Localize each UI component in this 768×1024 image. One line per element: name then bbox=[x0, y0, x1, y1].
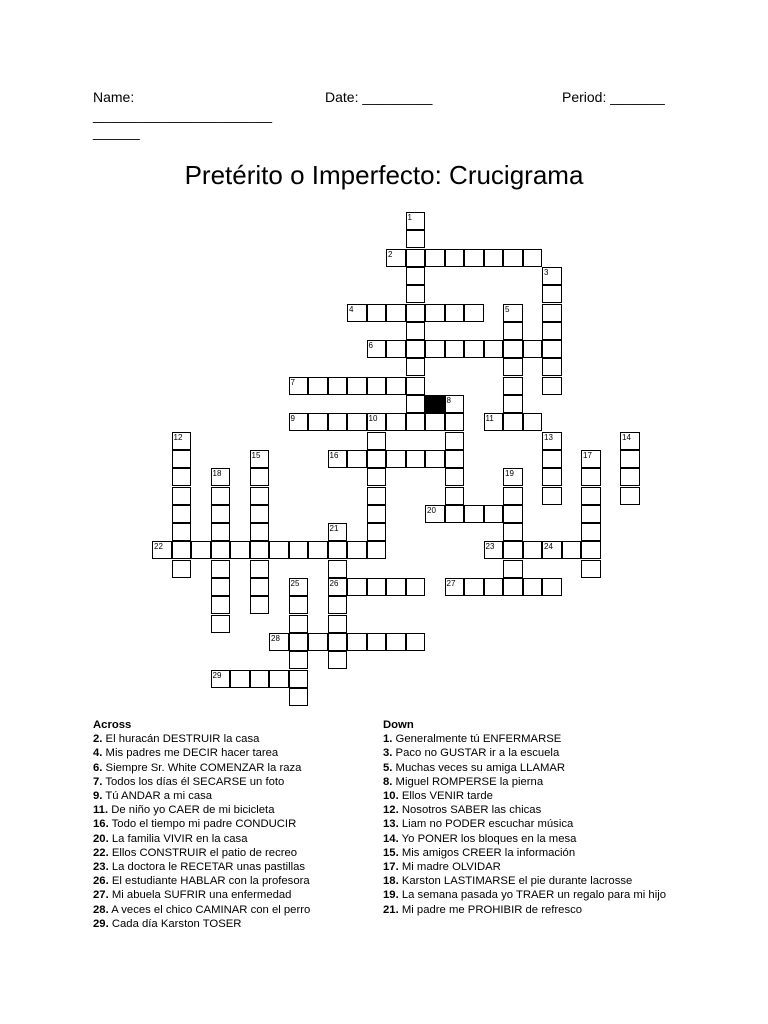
down-clue bbox=[383, 775, 683, 789]
clue-number-label: 5 bbox=[505, 304, 510, 314]
crossword-cell[interactable] bbox=[620, 450, 640, 468]
down-clue-number: 8. bbox=[383, 775, 393, 788]
across-clue-number: 4. bbox=[93, 747, 103, 760]
across-clue-number: 22. bbox=[93, 846, 109, 859]
crossword-cell[interactable] bbox=[386, 249, 406, 267]
across-clue-number: 23. bbox=[93, 861, 109, 874]
down-clue-text: Mi madre OLVIDAR bbox=[398, 861, 501, 874]
across-clue-text: Todo el tiempo mi padre CONDUCIR bbox=[108, 818, 297, 831]
crossword-cell[interactable] bbox=[464, 304, 484, 322]
crossword-cell[interactable] bbox=[386, 413, 406, 431]
across-clue bbox=[93, 917, 363, 931]
crossword-cell[interactable] bbox=[347, 541, 367, 559]
down-clue bbox=[383, 803, 683, 817]
across-clue-text: Mi abuela SUFRIR una enfermedad bbox=[108, 889, 292, 902]
crossword-cell[interactable] bbox=[211, 468, 231, 486]
crossword-cell[interactable] bbox=[328, 560, 348, 578]
down-clue bbox=[383, 817, 683, 831]
crossword-cell[interactable] bbox=[542, 377, 562, 395]
crossword-cell[interactable] bbox=[250, 505, 270, 523]
crossword-cell[interactable] bbox=[542, 578, 562, 596]
crossword-cell[interactable] bbox=[620, 468, 640, 486]
across-clue-number: 27. bbox=[93, 889, 109, 902]
clue-number-label: 24 bbox=[544, 542, 553, 552]
crossword-cell[interactable] bbox=[464, 505, 484, 523]
crossword-cell[interactable] bbox=[406, 322, 426, 340]
crossword-cell[interactable] bbox=[289, 578, 309, 596]
down-clue-text: Mi padre me PROHIBIR de refresco bbox=[398, 903, 583, 916]
crossword-cell[interactable] bbox=[211, 541, 231, 559]
crossword-cell[interactable] bbox=[445, 249, 465, 267]
crossword-cell[interactable] bbox=[328, 633, 348, 651]
crossword-cell[interactable] bbox=[386, 377, 406, 395]
crossword-cell[interactable] bbox=[230, 541, 250, 559]
crossword-cell[interactable] bbox=[308, 377, 328, 395]
crossword-cell[interactable] bbox=[484, 541, 504, 559]
crossword-cell[interactable] bbox=[289, 615, 309, 633]
crossword-cell[interactable] bbox=[269, 633, 289, 651]
clue-number-label: 13 bbox=[544, 432, 553, 442]
across-clue-text: El estudiante HABLAR con la profesora bbox=[108, 875, 310, 888]
across-clue-number: 29. bbox=[93, 917, 109, 930]
crossword-cell[interactable] bbox=[523, 578, 543, 596]
crossword-cell[interactable] bbox=[211, 596, 231, 614]
crossword-cell[interactable] bbox=[367, 487, 387, 505]
clue-number-label: 28 bbox=[271, 633, 280, 643]
clue-number-label: 4 bbox=[349, 304, 354, 314]
down-clue bbox=[383, 732, 683, 746]
crossword-cell[interactable] bbox=[406, 633, 426, 651]
page-title: Pretérito o Imperfecto: Crucigrama bbox=[184, 160, 584, 190]
down-clue-number: 1. bbox=[383, 733, 393, 746]
crossword-cell[interactable] bbox=[503, 413, 523, 431]
clue-number-label: 3 bbox=[544, 267, 549, 277]
across-clue bbox=[93, 732, 363, 746]
crossword-cell[interactable] bbox=[406, 578, 426, 596]
crossword-cell[interactable] bbox=[464, 249, 484, 267]
crossword-cell[interactable] bbox=[425, 505, 445, 523]
down-clue-number: 5. bbox=[383, 761, 393, 774]
crossword-cell[interactable] bbox=[386, 578, 406, 596]
across-clue-text: Todos los días él SECARSE un foto bbox=[102, 775, 285, 788]
clue-number-label: 6 bbox=[368, 341, 373, 351]
crossword-cell[interactable] bbox=[386, 304, 406, 322]
down-clue bbox=[383, 761, 683, 775]
crossword-cell[interactable] bbox=[542, 487, 562, 505]
clue-number-label: 22 bbox=[154, 542, 163, 552]
across-clue bbox=[93, 888, 363, 902]
crossword-cell[interactable] bbox=[445, 578, 465, 596]
crossword-cell[interactable] bbox=[172, 468, 192, 486]
down-clue-text: Nosotros SABER las chicas bbox=[398, 804, 542, 817]
down-clue-number: 19. bbox=[383, 889, 399, 902]
crossword-cell[interactable] bbox=[328, 541, 348, 559]
crossword-cell[interactable] bbox=[250, 523, 270, 541]
crossword-cell[interactable] bbox=[425, 413, 445, 431]
clue-number-label: 17 bbox=[583, 450, 592, 460]
clue-number-label: 12 bbox=[173, 432, 183, 442]
across-clue-text: Ellos CONSTRUIR el patio de recreo bbox=[108, 846, 298, 859]
crossword-cell[interactable] bbox=[250, 670, 270, 688]
crossword-cell[interactable] bbox=[328, 651, 348, 669]
crossword-cell[interactable] bbox=[172, 560, 192, 578]
clue-number-label: 20 bbox=[427, 505, 436, 515]
crossword-cell[interactable] bbox=[542, 450, 562, 468]
down-clue-text: Generalmente tú ENFERMARSE bbox=[392, 733, 562, 746]
crossword-cell[interactable] bbox=[328, 615, 348, 633]
crossword-cell[interactable] bbox=[425, 450, 445, 468]
crossword-cell[interactable] bbox=[347, 450, 367, 468]
crossword-cell[interactable] bbox=[211, 487, 231, 505]
crossword-cell[interactable] bbox=[425, 304, 445, 322]
down-clue bbox=[383, 874, 683, 888]
across-clue-number: 6. bbox=[93, 761, 103, 774]
crossword-cell[interactable] bbox=[406, 395, 426, 413]
crossword-cell[interactable] bbox=[503, 523, 523, 541]
clue-number-label: 23 bbox=[485, 542, 495, 552]
down-heading: Down bbox=[383, 719, 414, 731]
down-clue-text: Muchas veces su amiga LLAMAR bbox=[392, 761, 566, 774]
crossword-cell[interactable] bbox=[542, 432, 562, 450]
crossword-cell[interactable] bbox=[367, 377, 387, 395]
crossword-cell[interactable] bbox=[406, 377, 426, 395]
crossword-cell[interactable] bbox=[425, 249, 445, 267]
crossword-cell[interactable] bbox=[445, 432, 465, 450]
crossword-cell[interactable] bbox=[367, 304, 387, 322]
crossword-cell[interactable] bbox=[542, 468, 562, 486]
across-clue-text: La doctora le RECETAR unas pastillas bbox=[108, 861, 306, 874]
down-clue-number: 15. bbox=[383, 846, 399, 859]
crossword-cell[interactable] bbox=[406, 285, 426, 303]
crossword-cell[interactable] bbox=[542, 304, 562, 322]
crossword-cell[interactable] bbox=[289, 633, 309, 651]
down-clue bbox=[383, 789, 683, 803]
crossword-cell[interactable] bbox=[484, 413, 504, 431]
crossword-cell[interactable] bbox=[523, 249, 543, 267]
crossword-cell[interactable] bbox=[484, 249, 504, 267]
down-clue-number: 10. bbox=[383, 790, 399, 803]
crossword-cell[interactable] bbox=[503, 340, 523, 358]
crossword-cell[interactable] bbox=[367, 578, 387, 596]
crossword-cell[interactable] bbox=[347, 304, 367, 322]
across-clue-number: 11. bbox=[93, 804, 109, 817]
clue-number-label: 9 bbox=[290, 414, 295, 424]
crossword-cell[interactable] bbox=[211, 578, 231, 596]
across-clue-text: La familia VIVIR en la casa bbox=[108, 832, 248, 845]
crossword-cell[interactable] bbox=[406, 413, 426, 431]
crossword-cell[interactable] bbox=[445, 395, 465, 413]
crossword-cell[interactable] bbox=[406, 267, 426, 285]
crossword-cell[interactable] bbox=[172, 523, 192, 541]
down-clue-text: Miguel ROMPERSE la pierna bbox=[392, 775, 544, 788]
crossword-cell[interactable] bbox=[406, 358, 426, 376]
crossword-cell[interactable] bbox=[445, 505, 465, 523]
down-clue-number: 3. bbox=[383, 747, 393, 760]
across-clue-text: A veces el chico CAMINAR con el perro bbox=[108, 903, 311, 916]
crossword-cell[interactable] bbox=[542, 541, 562, 559]
crossword-cell[interactable] bbox=[386, 633, 406, 651]
crossword-cell[interactable] bbox=[503, 358, 523, 376]
clue-number-label: 2 bbox=[388, 249, 393, 259]
across-clue-text: Siempre Sr. White COMENZAR la raza bbox=[102, 761, 302, 774]
crossword-cell[interactable] bbox=[562, 541, 582, 559]
across-clue-number: 7. bbox=[93, 775, 103, 788]
crossword-cell[interactable] bbox=[406, 340, 426, 358]
crossword-cell[interactable] bbox=[406, 304, 426, 322]
name-label: Name: bbox=[93, 89, 135, 105]
across-clue-text: Tú ANDAR a mi casa bbox=[102, 790, 213, 803]
crossword-cell[interactable] bbox=[445, 487, 465, 505]
crossword-cell[interactable] bbox=[542, 340, 562, 358]
crossword-cell[interactable] bbox=[503, 322, 523, 340]
crossword-cell[interactable] bbox=[328, 450, 348, 468]
crossword-cell[interactable] bbox=[250, 541, 270, 559]
crossword-cell[interactable] bbox=[445, 413, 465, 431]
across-clue-number: 16. bbox=[93, 818, 109, 831]
down-clue-number: 14. bbox=[383, 832, 399, 845]
date-label[interactable]: Date: _________ bbox=[325, 89, 433, 105]
down-clue-text: Liam no PODER escuchar música bbox=[398, 818, 574, 831]
clue-number-label: 1 bbox=[407, 213, 412, 222]
across-clue bbox=[93, 817, 363, 831]
crossword-cell[interactable] bbox=[289, 541, 309, 559]
crossword-cell[interactable] bbox=[172, 450, 192, 468]
across-clue-text: De niño yo CAER de mi bicicleta bbox=[108, 804, 275, 817]
crossword-cell[interactable] bbox=[211, 670, 231, 688]
crossword-cell[interactable] bbox=[211, 615, 231, 633]
crossword-cell[interactable] bbox=[620, 432, 640, 450]
crossword-cell[interactable] bbox=[367, 340, 387, 358]
down-clue-text: Karston LASTIMARSE el pie durante lacrosse bbox=[398, 875, 633, 888]
across-clue-number: 2. bbox=[93, 733, 103, 746]
crossword-cell[interactable] bbox=[581, 505, 601, 523]
down-clue-text: Yo PONER los bloques en la mesa bbox=[398, 832, 577, 845]
crossword-cell[interactable] bbox=[425, 340, 445, 358]
down-clue bbox=[383, 832, 683, 846]
across-clue bbox=[93, 761, 363, 775]
across-clue bbox=[93, 775, 363, 789]
crossword-cell[interactable] bbox=[172, 505, 192, 523]
across-clue bbox=[93, 903, 363, 917]
crossword-cell[interactable] bbox=[445, 450, 465, 468]
clue-number-label: 29 bbox=[212, 670, 222, 680]
crossword-cell[interactable] bbox=[347, 578, 367, 596]
down-clue-number: 13. bbox=[383, 818, 399, 831]
crossword-cell[interactable] bbox=[406, 212, 426, 230]
crossword-cell[interactable] bbox=[503, 249, 523, 267]
clue-number-label: 8 bbox=[446, 396, 451, 405]
crossword-cell[interactable] bbox=[250, 596, 270, 614]
crossword-cell[interactable] bbox=[581, 523, 601, 541]
down-clue bbox=[383, 846, 683, 860]
crossword-cell[interactable] bbox=[523, 340, 543, 358]
crossword-cell[interactable] bbox=[581, 487, 601, 505]
crossword-cell[interactable] bbox=[211, 560, 231, 578]
crossword-cell[interactable] bbox=[542, 267, 562, 285]
name-line[interactable]: _______________________ bbox=[93, 107, 273, 123]
crossword-cell[interactable] bbox=[503, 505, 523, 523]
crossword-cell[interactable] bbox=[386, 450, 406, 468]
across-clue-number: 20. bbox=[93, 832, 109, 845]
crossword-cell[interactable] bbox=[484, 578, 504, 596]
crossword-cell[interactable] bbox=[367, 523, 387, 541]
across-clue-text: Cada día Karston TOSER bbox=[108, 917, 242, 930]
crossword-cell[interactable] bbox=[250, 487, 270, 505]
crossword-cell[interactable] bbox=[445, 304, 465, 322]
crossword-cell[interactable] bbox=[328, 523, 348, 541]
down-clue bbox=[383, 888, 683, 902]
crossword-cell[interactable] bbox=[484, 505, 504, 523]
crossword-cell[interactable] bbox=[230, 670, 250, 688]
crossword-cell[interactable] bbox=[367, 432, 387, 450]
across-heading: Across bbox=[93, 719, 132, 731]
across-clue bbox=[93, 846, 363, 860]
crossword-cell[interactable] bbox=[542, 358, 562, 376]
crossword-cell[interactable] bbox=[620, 487, 640, 505]
down-clue-number: 21. bbox=[383, 903, 399, 916]
clue-number-label: 26 bbox=[329, 579, 339, 588]
clue-number-label: 21 bbox=[329, 524, 339, 534]
clue-number-label: 15 bbox=[251, 450, 261, 460]
across-clue bbox=[93, 832, 363, 846]
clue-number-label: 16 bbox=[329, 450, 339, 460]
period-label[interactable]: Period: _______ bbox=[562, 89, 665, 105]
crossword-cell[interactable] bbox=[445, 340, 465, 358]
crossword-cell[interactable] bbox=[523, 413, 543, 431]
down-clue bbox=[383, 746, 683, 760]
crossword-cell[interactable] bbox=[289, 651, 309, 669]
crossword-cell[interactable] bbox=[347, 413, 367, 431]
down-clue-number: 17. bbox=[383, 861, 399, 874]
crossword-cell[interactable] bbox=[367, 413, 387, 431]
crossword-cell[interactable] bbox=[172, 541, 192, 559]
crossword-cell[interactable] bbox=[542, 322, 562, 340]
crossword-cell[interactable] bbox=[308, 633, 328, 651]
crossword-cell[interactable] bbox=[406, 450, 426, 468]
crossword-cell[interactable] bbox=[464, 340, 484, 358]
across-clue bbox=[93, 789, 363, 803]
crossword-cell[interactable] bbox=[269, 541, 289, 559]
crossword-cell[interactable] bbox=[581, 541, 601, 559]
down-clue-number: 12. bbox=[383, 804, 399, 817]
crossword-cell[interactable] bbox=[328, 413, 348, 431]
crossword-cell[interactable] bbox=[484, 340, 504, 358]
crossword-cell[interactable] bbox=[289, 377, 309, 395]
crossword-cell[interactable] bbox=[172, 432, 192, 450]
crossword-cell[interactable] bbox=[367, 633, 387, 651]
across-clue-number: 26. bbox=[93, 875, 109, 888]
crossword-cell[interactable] bbox=[445, 468, 465, 486]
crossword-cell[interactable] bbox=[191, 541, 211, 559]
crossword-cell[interactable] bbox=[328, 596, 348, 614]
crossword-cell[interactable] bbox=[289, 688, 309, 706]
crossword-cell[interactable] bbox=[269, 670, 289, 688]
down-clue-text: Mis amigos CREER la información bbox=[398, 846, 576, 859]
crossword-cell[interactable] bbox=[152, 541, 172, 559]
crossword-cell[interactable] bbox=[464, 578, 484, 596]
crossword-cell[interactable] bbox=[503, 560, 523, 578]
crossword-cell[interactable] bbox=[347, 633, 367, 651]
crossword-cell[interactable] bbox=[581, 468, 601, 486]
crossword-cell[interactable] bbox=[542, 285, 562, 303]
crossword-cell[interactable] bbox=[503, 395, 523, 413]
crossword-cell[interactable] bbox=[289, 413, 309, 431]
crossword-cell[interactable] bbox=[503, 377, 523, 395]
crossword-cell[interactable] bbox=[503, 541, 523, 559]
across-clue-text: Mis padres me DECIR hacer tarea bbox=[102, 747, 279, 760]
crossword-cell[interactable] bbox=[308, 413, 328, 431]
crossword-cell[interactable] bbox=[367, 468, 387, 486]
across-clue bbox=[93, 746, 363, 760]
clue-number-label: 7 bbox=[290, 377, 295, 387]
black-square bbox=[425, 395, 445, 413]
crossword-cell[interactable] bbox=[503, 468, 523, 486]
crossword-cell[interactable] bbox=[308, 541, 328, 559]
crossword-cell[interactable] bbox=[503, 578, 523, 596]
crossword-cell[interactable] bbox=[503, 487, 523, 505]
across-clues bbox=[93, 718, 363, 931]
down-clue bbox=[383, 860, 683, 874]
crossword-cell[interactable] bbox=[289, 670, 309, 688]
clue-number-label: 14 bbox=[622, 432, 631, 442]
crossword-cell[interactable] bbox=[367, 541, 387, 559]
down-clue-number: 18. bbox=[383, 875, 399, 888]
clue-number-label: 27 bbox=[446, 579, 456, 588]
name-line-continued[interactable]: ______ bbox=[93, 124, 140, 140]
crossword-cell[interactable] bbox=[581, 450, 601, 468]
down-clue-text: La semana pasada yo TRAER un regalo para mi hijo bbox=[398, 889, 667, 902]
across-clue-number: 28. bbox=[93, 903, 109, 916]
across-clue bbox=[93, 803, 363, 817]
down-clue-text: Ellos VENIR tarde bbox=[398, 790, 493, 803]
crossword-cell[interactable] bbox=[523, 541, 543, 559]
across-clue bbox=[93, 860, 363, 874]
crossword-cell[interactable] bbox=[347, 377, 367, 395]
crossword-cell[interactable] bbox=[250, 560, 270, 578]
crossword-cell[interactable] bbox=[211, 505, 231, 523]
clue-number-label: 10 bbox=[368, 414, 378, 424]
crossword-cell[interactable] bbox=[289, 596, 309, 614]
crossword-cell[interactable] bbox=[406, 230, 426, 248]
crossword-cell[interactable] bbox=[367, 505, 387, 523]
crossword-cell[interactable] bbox=[581, 560, 601, 578]
crossword-cell[interactable] bbox=[367, 450, 387, 468]
crossword-cell[interactable] bbox=[172, 487, 192, 505]
crossword-cell[interactable] bbox=[406, 249, 426, 267]
across-clue-number: 9. bbox=[93, 790, 103, 803]
clue-number-label: 25 bbox=[290, 579, 300, 588]
crossword-cell[interactable] bbox=[328, 377, 348, 395]
crossword-cell[interactable] bbox=[503, 304, 523, 322]
crossword-cell[interactable] bbox=[250, 468, 270, 486]
crossword-cell[interactable] bbox=[250, 450, 270, 468]
clue-number-label: 19 bbox=[505, 469, 514, 479]
down-clue bbox=[383, 903, 683, 917]
across-clue bbox=[93, 874, 363, 888]
crossword-cell[interactable] bbox=[250, 578, 270, 596]
crossword-cell[interactable] bbox=[211, 523, 231, 541]
crossword-cell[interactable] bbox=[328, 578, 348, 596]
down-clue-text: Paco no GUSTAR ir a la escuela bbox=[392, 747, 560, 760]
down-clues bbox=[383, 718, 683, 917]
clue-number-label: 18 bbox=[212, 469, 222, 479]
crossword-cell[interactable] bbox=[386, 340, 406, 358]
clue-number-label: 11 bbox=[485, 414, 494, 424]
across-clue-text: El huracán DESTRUIR la casa bbox=[102, 733, 260, 746]
